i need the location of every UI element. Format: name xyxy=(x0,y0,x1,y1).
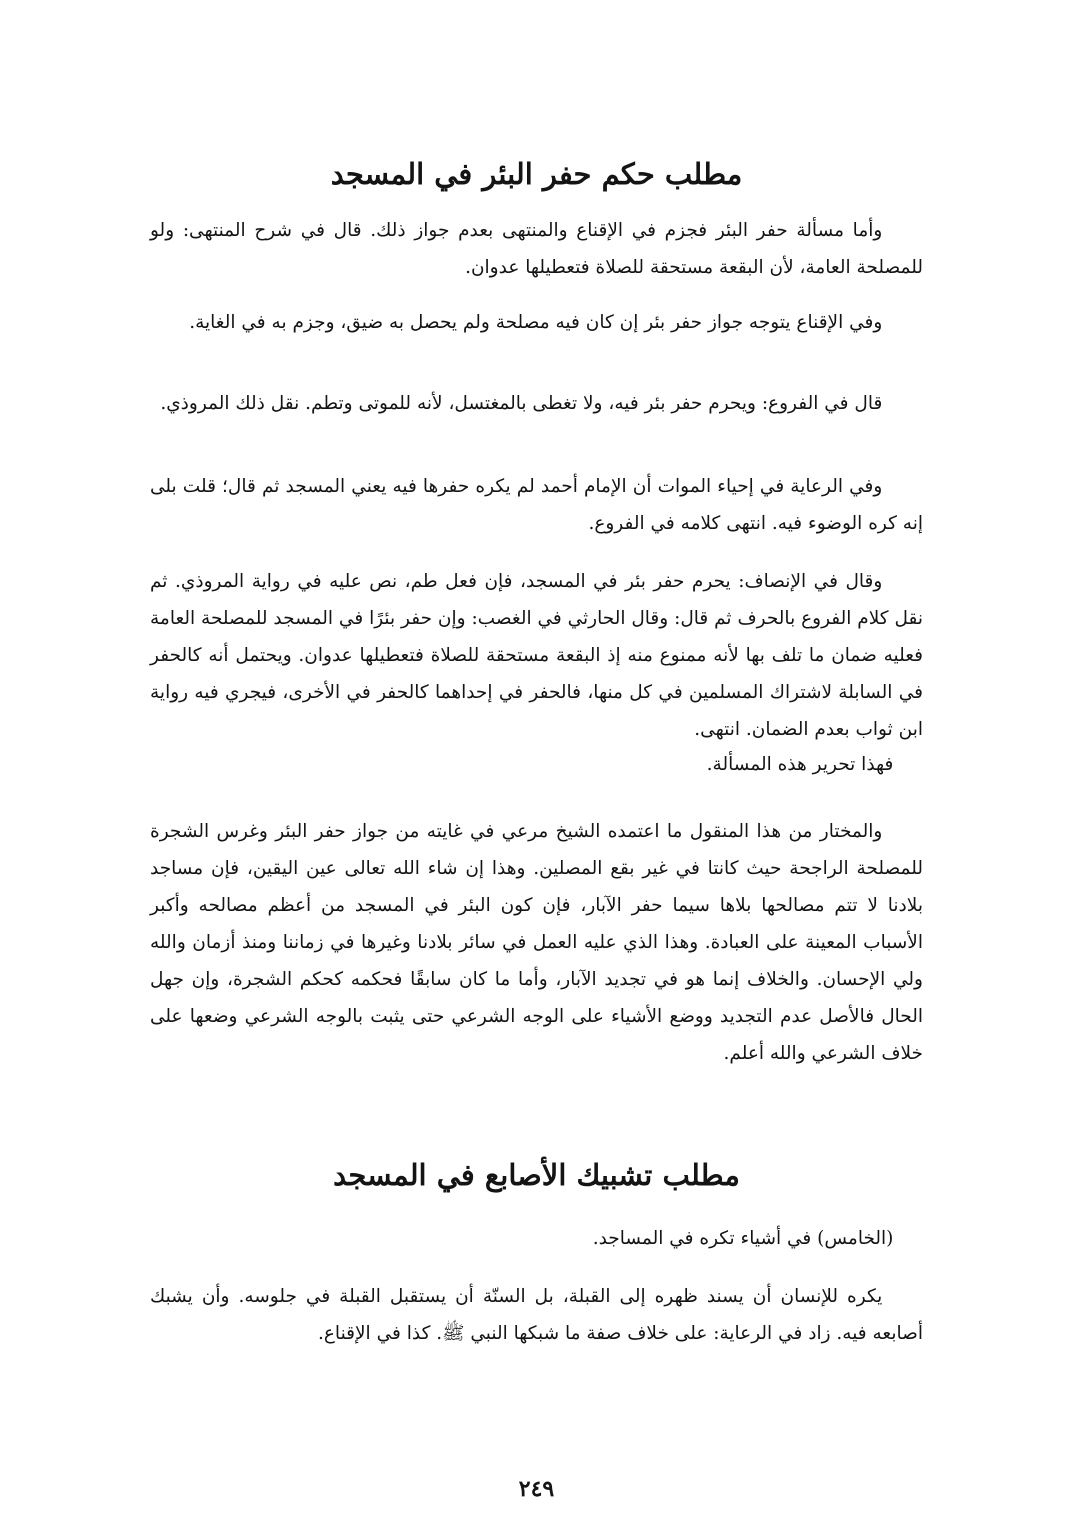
section-heading-well-digging: مطلب حكم حفر البئر في المسجد xyxy=(330,157,743,191)
paragraph-3: قال في الفروع: ويحرم حفر بئر فيه، ولا تغطى بالمغتسل، لأنه للموتى وتطم. نقل ذلك المروذي. xyxy=(160,393,883,414)
paragraph-2: وفي الإقناع يتوجه جواز حفر بئر إن كان فيه مصلحة ولم يحصل به ضيق، وجزم به في الغاية. xyxy=(189,312,883,333)
section-heading-finger-interlacing: مطلب تشبيك الأصابع في المسجد xyxy=(333,1158,740,1192)
paragraph-9: يكره للإنسان أن يسند ظهره إلى القبلة، بل السنّة أن يستقبل القبلة في جلوسه. وأن يشبك أصابعه فيه. زاد في الرعاية: على خلاف صفة ما شبكها النبي ﷺ. كذا في الإقناع. xyxy=(150,1286,923,1344)
paragraph-8: (الخامس) في أشياء تكره في المساجد. xyxy=(592,1228,894,1249)
paragraph-6: فهذا تحرير هذه المسألة. xyxy=(706,754,894,775)
paragraph-5: وقال في الإنصاف: يحرم حفر بئر في المسجد، فإن فعل طم، نص عليه في رواية المروذي. ثم نقل كلام الفروع بالحرف ثم قال: وقال الحارثي في الغصب: وإن حفر بئرًا في المسجد للمصلحة العامة فعليه ضمان ما تلف بها لأنه ممنوع منه إذ البقعة مستحقة للصلاة فتعطيلها عدوان. ويحتمل أنه كالحفر في السابلة لاشتراك المسلمين في كل منها، فالحفر في إحداهما كالحفر في الأخرى، فيجري فيه رواية ابن ثواب بعدم الضمان. انتهى. xyxy=(150,571,923,740)
paragraph-1: وأما مسألة حفر البئر فجزم في الإقناع والمنتهى بعدم جواز ذلك. قال في شرح المنتهى: ولو للمصلحة العامة، لأن البقعة مستحقة للصلاة فتعطيلها عدوان. xyxy=(150,220,923,278)
paragraph-7: والمختار من هذا المنقول ما اعتمده الشيخ مرعي في غايته من جواز حفر البئر وغرس الشجرة للمصلحة الراجحة حيث كانتا في غير بقع المصلين. وهذا إن شاء الله تعالى عين اليقين، فإن مساجد بلادنا لا تتم مصالحها بلاها سيما حفر الآبار، فإن كون البئر في المسجد من أعظم مصالحه وأكبر الأسباب المعينة على العبادة. وهذا الذي عليه العمل في سائر بلادنا وغيرها في زماننا ومنذ أزمان والله ولي الإحسان. والخلاف إنما هو في تجديد الآبار، وأما ما كان سابقًا فحكمه كحكم الشجرة، وإن جهل الحال فالأصل عدم التجديد ووضع الأشياء على الوجه الشرعي حتى يثبت بالوجه الشرعي وضعها على خلاف الشرعي والله أعلم. xyxy=(150,821,923,1064)
paragraph-4: وفي الرعاية في إحياء الموات أن الإمام أحمد لم يكره حفرها فيه يعني المسجد ثم قال؛ قلت بلى إنه كره الوضوء فيه. انتهى كلامه في الفروع. xyxy=(150,476,923,534)
page-number: ٢٤٩ xyxy=(518,1476,555,1502)
